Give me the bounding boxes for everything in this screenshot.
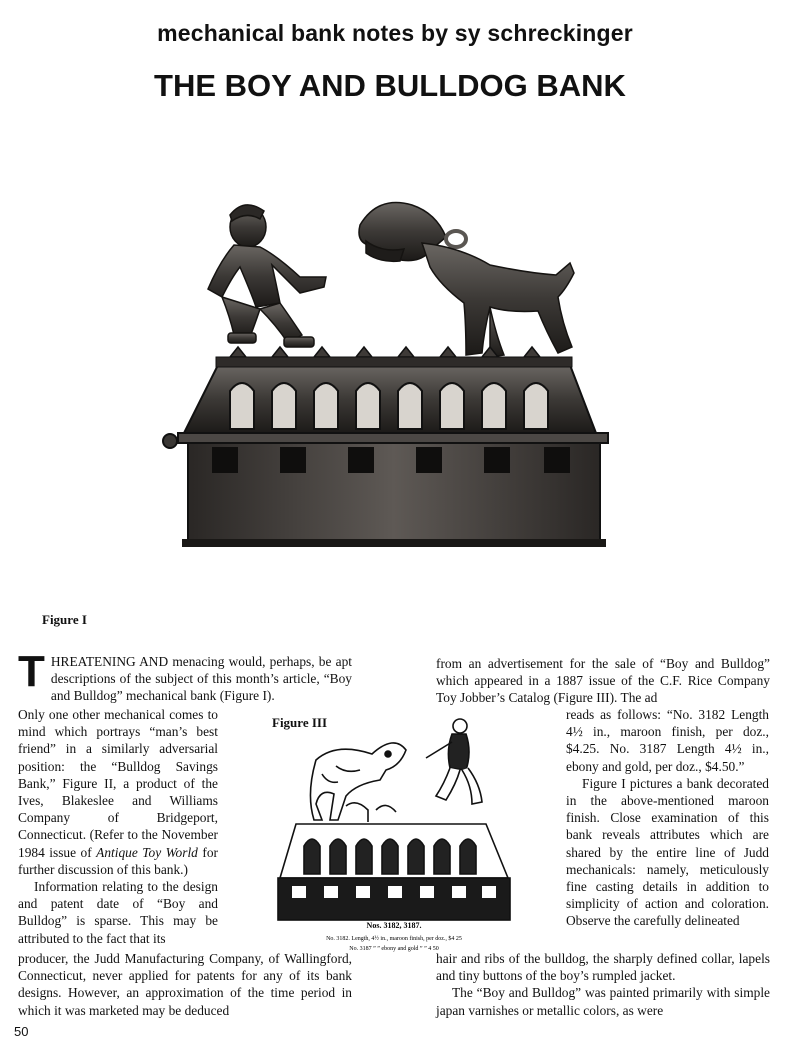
paragraph-1-top: menacing would, perhaps, be apt descriptions of the subject of this month’s article, “Boy and Bulldog” mechanical bank (Figure I). [50, 654, 352, 704]
magazine-title: Antique Toy World [96, 844, 198, 860]
boy-figure [208, 205, 326, 347]
figure-1-caption: Figure I [42, 612, 87, 627]
bank-roof [184, 347, 596, 433]
figure-3-caption: Figure III [272, 715, 328, 730]
paragraph-paint: The “Boy and Bulldog” was painted primarily with simple japan varnishes or metallic colors, as were [436, 985, 770, 1018]
right-narrow-column [566, 706, 769, 930]
paragraph-1-end: for further discussion of this bank.) [18, 844, 218, 877]
article-intro [18, 647, 352, 705]
ad-line-1: No. 3182. Length, 4½ in., maroon finish, per doz., $4 25 [326, 936, 462, 942]
left-narrow-column [18, 706, 218, 947]
page-number: 50 [14, 1024, 29, 1039]
right-column-bottom [436, 950, 770, 1019]
ad-title: Nos. 3182, 3187. [366, 921, 422, 930]
lead-in: HREATENING AND [50, 654, 169, 669]
paragraph-1-narrow: Only one other mechanical comes to mind which portrays “man’s best friend” in a similarly adversarial position: the “Bulldog Savings Bank,” Figure II, a product of the Ives, Blakeslee and Williams Company of Bridgeport, Connecticut. (Refer to the November 1984 issue of [18, 707, 218, 860]
series-kicker: mechanical bank notes by sy schreckinger [157, 20, 633, 46]
paragraph-figure-1: Figure I pictures a bank decorated in the above-mentioned maroon finish. Close examination of this bank reveals attributes which are shared by the entire line of Judd mechanicals: namely, meticulously fine casting details in addition to simplicity of action and coloration. Observe the carefully delineated [566, 775, 769, 929]
bulldog-figure [359, 203, 574, 358]
article-title: THE BOY AND BULLDOG BANK [154, 68, 626, 103]
paragraph-2-narrow: Information relating to the design and patent date of “Boy and Bulldog” is sparse. This may be attributed to the fact that its [18, 879, 218, 946]
ad-quote-paragraph: reads as follows: “No. 3182 Length 4½ in., maroon finish, per doz., $4.25. No. 3187 Length 4½ in., ebony and gold, per doz., $4.50.” [566, 707, 769, 774]
drop-cap: T [18, 647, 45, 696]
right-column-top: from an advertisement for the sale of “Boy and Bulldog” which appeared in a 1887 issue of the C.F. Rice Company Toy Jobber’s Catalog (Figure III). The ad [436, 656, 770, 706]
paragraph-2-bottom: producer, the Judd Manufacturing Company, of Wallingford, Connecticut, never applied for patents for any of its bank designs. However, an approximation of the time period in which it was marketed may be deduced [18, 951, 352, 1018]
bank-photo [160, 185, 620, 555]
ad-line-2: No. 3187 ” ” ebony and gold ” ” 4 50 [349, 946, 439, 952]
catalog-engraving [276, 714, 516, 954]
paragraph-details: hair and ribs of the bulldog, the sharply defined collar, lapels and tiny buttons of the boy’s rumpled jacket. [436, 951, 770, 984]
bank-base [163, 433, 608, 547]
